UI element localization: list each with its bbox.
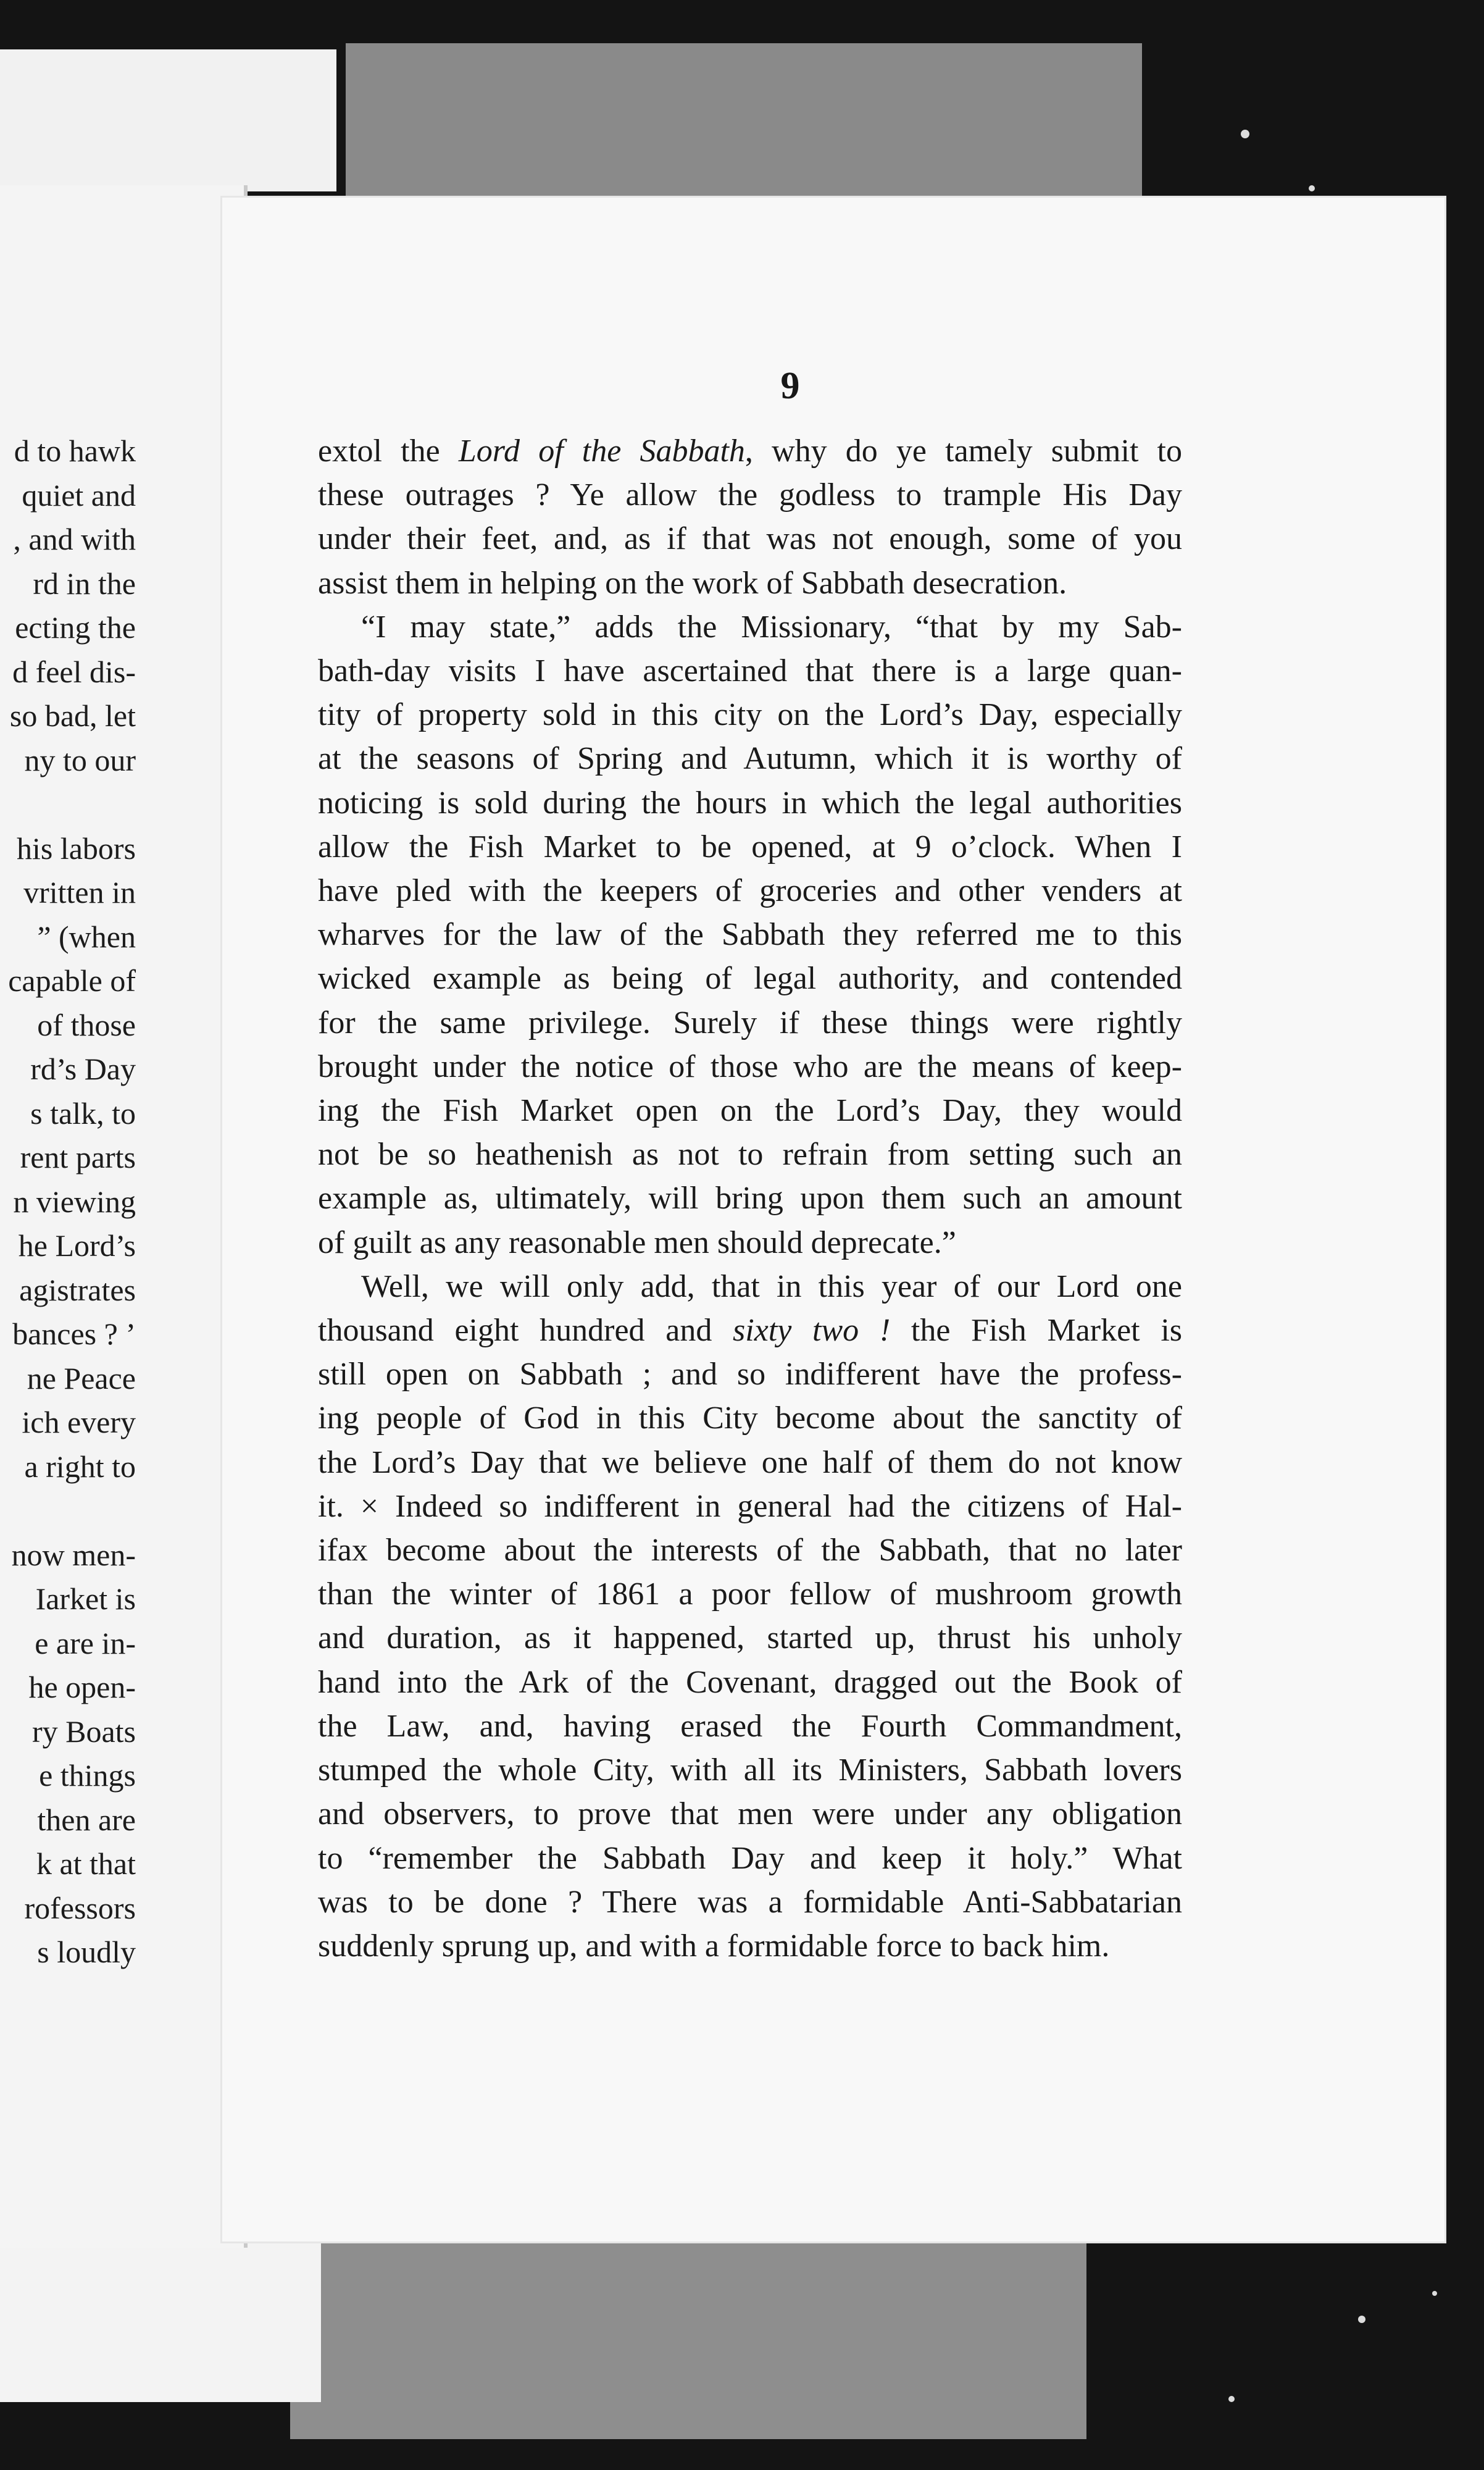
dust-speck: [1228, 2396, 1235, 2402]
text-line: and duration, as it happened, started up, thrust his unholy: [318, 1620, 1182, 1656]
text-line: tity of property sold in this city on the Lord’s Day, especially: [318, 697, 1182, 733]
backing-card-top: [346, 43, 1142, 210]
text-line: of guilt as any reasonable men should deprecate.”: [318, 1225, 956, 1260]
dust-speck: [1241, 130, 1249, 138]
text-line: example as, ultimately, will bring upon them such an amount: [318, 1181, 1182, 1216]
left-page-line: e are in-: [35, 1625, 136, 1660]
text-line: ifax become about the interests of the Sabbath, that no later: [318, 1533, 1182, 1568]
backing-card-bottom: [290, 2235, 1086, 2439]
text-run: thousand eight hundred and: [318, 1313, 733, 1349]
page-number: 9: [780, 365, 800, 407]
left-page-line: now men-: [11, 1537, 136, 1572]
text-line: it. × Indeed so indifferent in general had the citizens of Hal-: [318, 1488, 1182, 1524]
dust-speck: [1309, 185, 1315, 191]
text-line: have pled with the keepers of groceries and other venders at: [318, 873, 1182, 909]
text-line: Well, we will only add, that in this year of our Lord one: [361, 1268, 1182, 1304]
text-line: stumped the whole City, with all its Ministers, Sabbath lovers: [318, 1752, 1182, 1788]
left-page-line: agistrates: [19, 1272, 136, 1307]
left-page-line: of those: [37, 1007, 136, 1042]
text-line: [318, 1308, 1182, 1352]
text-line: [318, 429, 1182, 473]
text-line: suddenly sprung up, and with a formidable force to back him.: [318, 1928, 1110, 1964]
left-page-line: ne Peace: [27, 1360, 136, 1396]
left-page-line: he open-: [28, 1670, 136, 1704]
left-page-line: ich every: [22, 1405, 136, 1439]
text-line: was to be done ? There was a formidable Anti-Sabbatarian: [318, 1884, 1182, 1920]
text-line: at the seasons of Spring and Autumn, which it is worthy of: [318, 741, 1182, 777]
dust-speck: [1358, 2316, 1365, 2323]
text-line: to “remember the Sabbath Day and keep it holy.” What: [318, 1840, 1182, 1876]
text-run: , why do ye tamely submit to: [744, 433, 1182, 469]
left-page-tab-bottom: [0, 2242, 321, 2402]
italic-phrase: sixty two !: [733, 1313, 891, 1349]
dust-speck: [1432, 2291, 1437, 2296]
body-text: [318, 429, 1429, 1968]
text-run: the Fish Market is: [890, 1313, 1182, 1349]
left-page-line: [8, 1489, 136, 1533]
left-page-tab-top: [0, 49, 336, 191]
left-page-line: rd in the: [33, 566, 136, 601]
left-page-line: s loudly: [37, 1935, 136, 1969]
text-line: ing the Fish Market open on the Lord’s Day, they would: [318, 1093, 1182, 1129]
left-page-line: ” (when: [37, 919, 136, 954]
left-page-line: ry Boats: [31, 1714, 136, 1749]
left-page-line: rd’s Day: [30, 1052, 136, 1086]
text-line: bath-day visits I have ascertained that there is a large quan-: [318, 653, 1182, 689]
left-page-line: k at that: [36, 1846, 136, 1881]
left-page-line: Iarket is: [35, 1581, 136, 1616]
left-page-line: he Lord’s: [18, 1228, 136, 1263]
text-line: ing people of God in this City become about the sanctity of: [318, 1400, 1182, 1436]
text-line: brought under the notice of those who are the means of keep-: [318, 1049, 1182, 1084]
text-line: noticing is sold during the hours in which the legal authorities: [318, 785, 1182, 821]
right-page: [222, 198, 1444, 2242]
left-page-line: d to hawk: [14, 433, 136, 468]
left-page-line: quiet and: [22, 477, 136, 513]
left-page-line: rent parts: [20, 1140, 136, 1174]
text-line: the Lord’s Day that we believe one half of them do not know: [318, 1444, 1182, 1480]
text-line: these outrages ? Ye allow the godless to trample His Day: [318, 477, 1182, 513]
text-line: than the winter of 1861 a poor fellow of mushroom growth: [318, 1576, 1182, 1612]
text-line: and observers, to prove that men were under any obligation: [318, 1796, 1182, 1832]
text-line: “I may state,” adds the Missionary, “that by my Sab-: [361, 609, 1182, 645]
left-page-line: so bad, let: [9, 698, 136, 733]
text-line: for the same privilege. Surely if these things were rightly: [318, 1005, 1182, 1040]
text-line: allow the Fish Market to be opened, at 9 o’clock. When I: [318, 829, 1182, 865]
text-line: assist them in helping on the work of Sabbath desecration.: [318, 565, 1067, 601]
italic-phrase: Lord of the Sabbath: [458, 433, 745, 469]
left-page-line: a right to: [24, 1449, 136, 1484]
left-page-line: s talk, to: [30, 1095, 136, 1131]
left-page-line: , and with: [13, 522, 136, 556]
left-page-line: then are: [37, 1802, 136, 1837]
left-page-line: n viewing: [13, 1184, 136, 1219]
left-facing-page: [0, 185, 248, 2248]
text-line: wicked example as being of legal authority, and contended: [318, 961, 1182, 997]
left-page-line: rofessors: [24, 1890, 136, 1925]
left-page-line: vritten in: [23, 875, 136, 910]
left-page-line: e things: [39, 1758, 136, 1793]
left-page-line: his labors: [16, 831, 136, 866]
text-line: hand into the Ark of the Covenant, dragged out the Book of: [318, 1664, 1182, 1700]
left-page-line: [8, 782, 136, 827]
left-page-text: [8, 429, 136, 1975]
text-line: the Law, and, having erased the Fourth Commandment,: [318, 1708, 1182, 1744]
left-page-line: d feel dis-: [12, 654, 136, 689]
left-page-line: capable of: [8, 963, 136, 998]
left-page-line: bances ? ’: [12, 1317, 136, 1351]
text-run: extol the: [318, 433, 459, 469]
text-line: not be so heathenish as not to refrain from setting such an: [318, 1137, 1182, 1173]
text-line: wharves for the law of the Sabbath they referred me to this: [318, 917, 1182, 953]
left-page-line: ecting the: [15, 610, 136, 645]
text-line: still open on Sabbath ; and so indifferent have the profess-: [318, 1357, 1182, 1392]
left-page-line: ny to our: [24, 742, 136, 777]
text-line: under their feet, and, as if that was not enough, some of you: [318, 521, 1182, 557]
